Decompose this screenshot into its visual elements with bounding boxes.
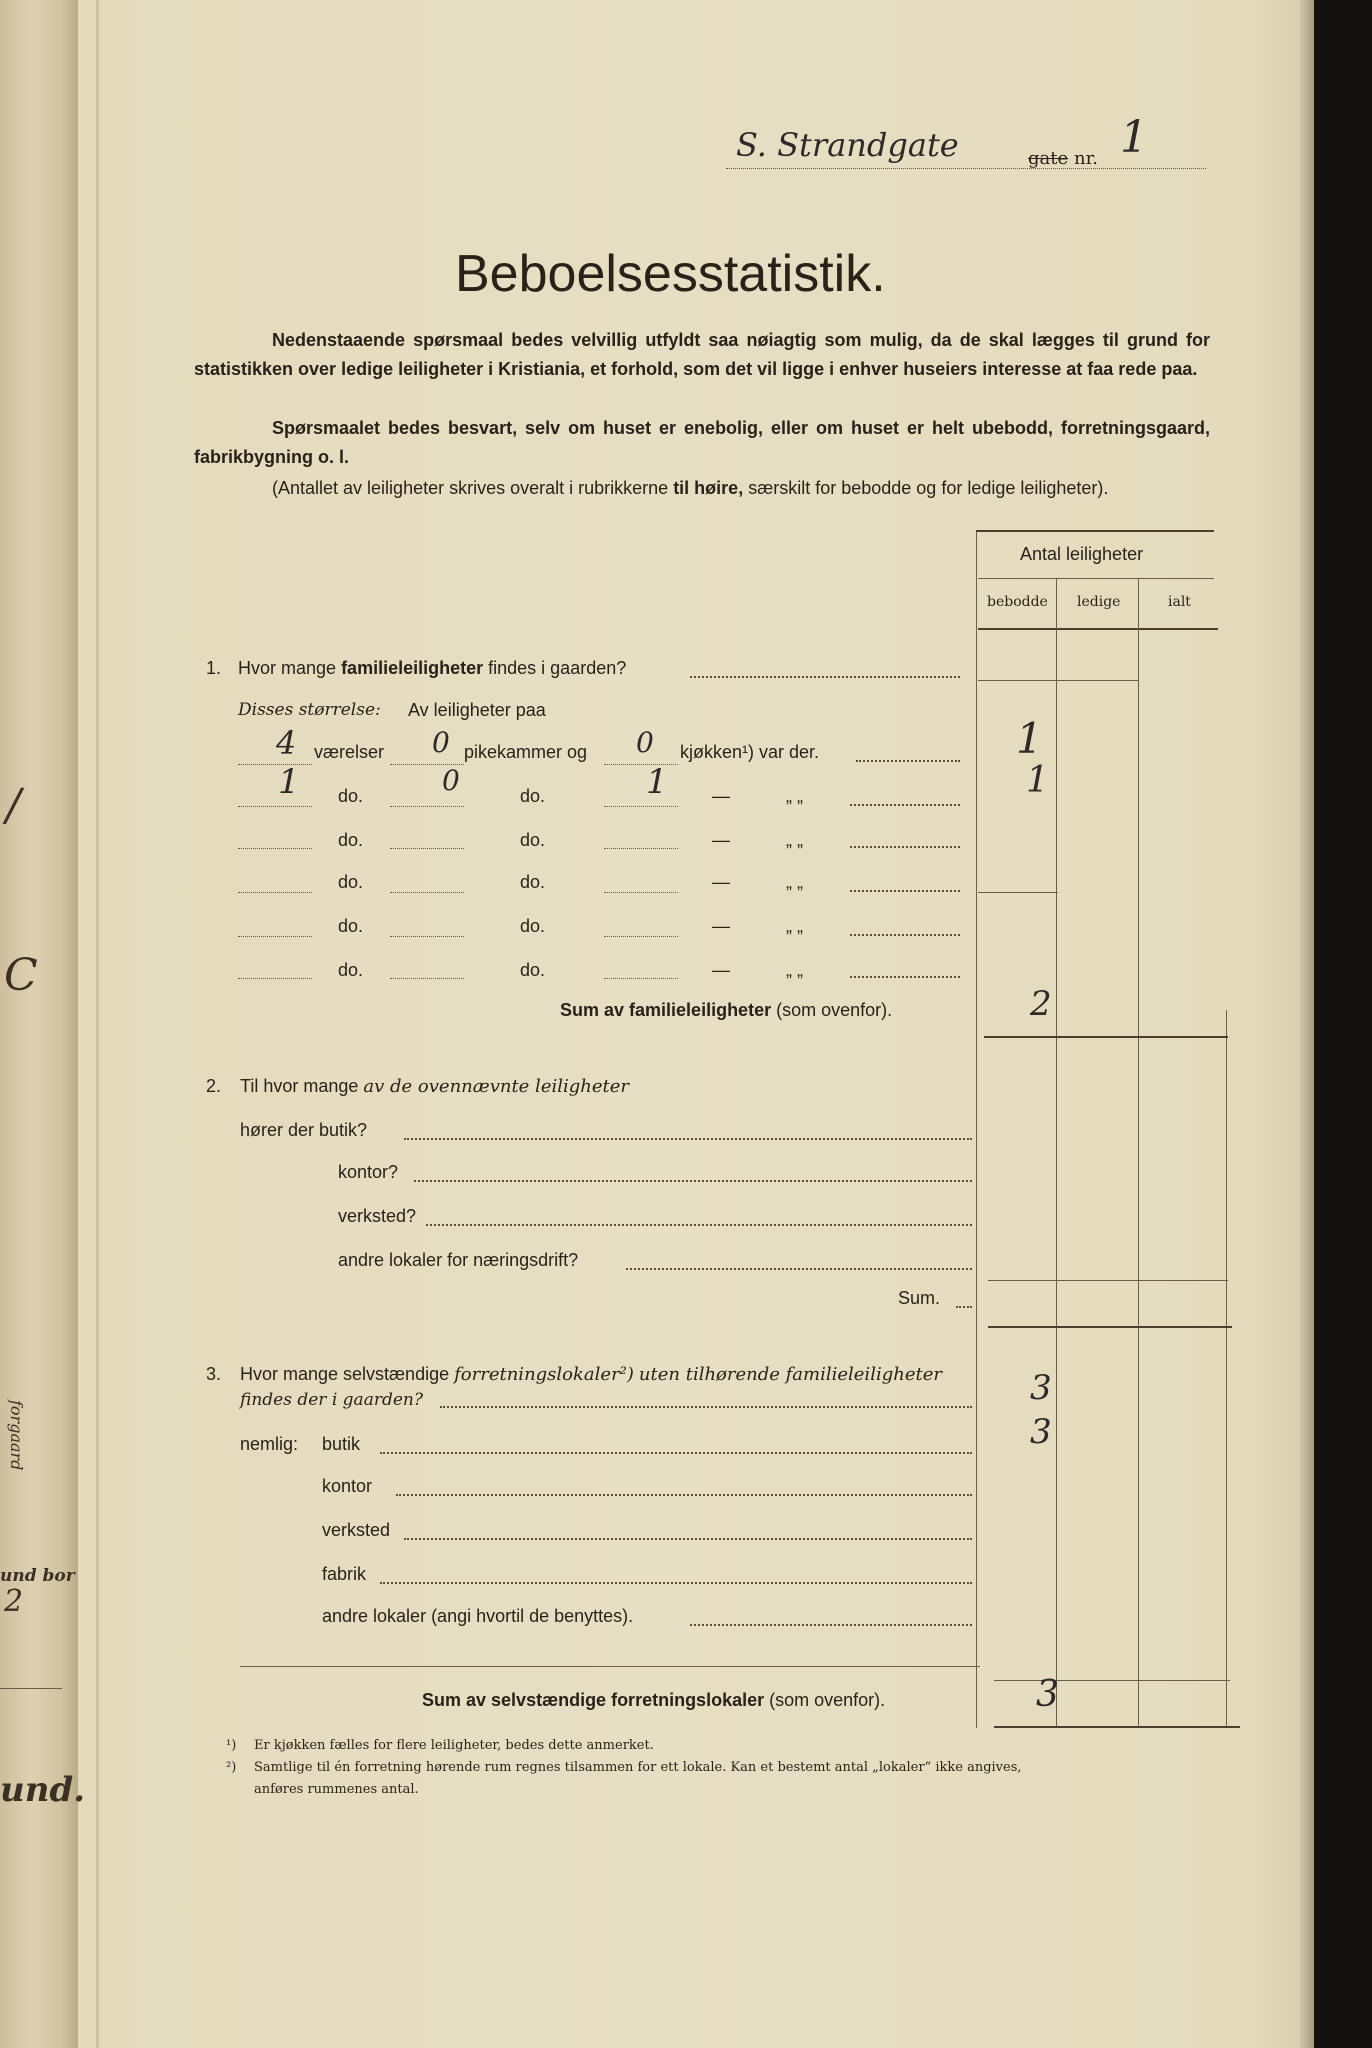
q2-andre-dots xyxy=(626,1268,972,1270)
q1-row2-kjokken-value: 1 xyxy=(646,762,668,802)
q1-sum-bold: Sum av familieleiligheter xyxy=(560,1000,772,1020)
q1-row5-p-line xyxy=(390,936,464,937)
q1-row1-dots xyxy=(856,760,960,762)
q1-text-a: Hvor mange xyxy=(238,658,337,678)
q2-sum-dots xyxy=(956,1306,972,1308)
footnote-2a: Samtlige til én forretning hørende rum regnes tilsammen for ett lokale. Kan et bestemt antal „lokaler“ ikke angives, xyxy=(254,1760,1022,1775)
binding-fold-line xyxy=(96,0,99,2048)
table-top-rule xyxy=(976,530,1214,532)
q1-row3-do-2: do. xyxy=(520,830,546,850)
q1-row2-dots xyxy=(850,804,960,806)
q1-sum-label xyxy=(560,1000,892,1021)
street-nr-label: nr. xyxy=(1074,148,1098,169)
q1-row3-do-1: do. xyxy=(338,830,364,850)
q1-row2-bebodde: 1 xyxy=(1026,760,1049,801)
q1-row2-v-line xyxy=(238,806,312,807)
q3-kontor: kontor xyxy=(322,1476,373,1496)
intro-p3-text-a: (Antallet av leiligheter skrives overalt i rubrikkerne xyxy=(272,478,669,498)
q3-kontor-dots xyxy=(396,1494,972,1496)
q2-text-a: Til hvor mange xyxy=(240,1076,359,1096)
q2-question xyxy=(240,1076,629,1097)
q1-row1-kjokken-value: 0 xyxy=(636,726,654,759)
q1-row4-p-line xyxy=(390,892,464,893)
q2-number: 2. xyxy=(206,1076,222,1096)
footnote-1-mark: ¹) xyxy=(226,1738,237,1753)
q1-row5-dash: — xyxy=(712,916,730,936)
table-vline-1 xyxy=(1056,578,1057,1728)
table-title: Antal leiligheter xyxy=(1020,544,1144,564)
q3-line2: findes der i gaarden? xyxy=(240,1390,423,1410)
intro-p3-bold: til høire, xyxy=(673,478,744,498)
q2-butik-dots xyxy=(404,1138,972,1140)
table-sum2-top xyxy=(988,1280,1228,1281)
q2-text-italic: av de ovennævnte leiligheter xyxy=(363,1076,629,1097)
street-nr-value: 1 xyxy=(1120,112,1148,163)
q1-row4-quote: „ „ xyxy=(786,872,803,892)
q3-total-dots xyxy=(440,1406,972,1408)
margin-und-bor: und bor xyxy=(0,1566,75,1586)
q1-number: 1. xyxy=(206,658,222,678)
page-edge xyxy=(1300,0,1314,2048)
table-sum2-rule xyxy=(988,1326,1232,1328)
q1-row4-do-2: do. xyxy=(520,872,546,892)
q1-row4-dash: — xyxy=(712,872,730,892)
intro-paragraph-3 xyxy=(194,474,1210,502)
q1-leader-dots xyxy=(690,676,960,678)
q3-sum-bold: Sum av selvstændige forretningslokaler xyxy=(422,1690,765,1710)
q1-row6-p-line xyxy=(390,978,464,979)
q1-row3-dash: — xyxy=(712,830,730,850)
table-sum3-rule xyxy=(994,1726,1240,1728)
q1-row2-vaerelser-value: 1 xyxy=(278,762,300,802)
q3-fabrik: fabrik xyxy=(322,1564,367,1584)
q3-sum-bebodde: 3 xyxy=(1036,1674,1059,1715)
intro-paragraph-2: Spørsmaalet bedes besvart, selv om huset er enebolig, eller om huset er helt ubebodd, forretningsgaard, fabrikbygning o. l. xyxy=(194,418,1210,467)
table-sum3-top xyxy=(994,1680,1230,1681)
q1-row5-do-1: do. xyxy=(338,916,364,936)
q1-sizes-text: Av leiligheter paa xyxy=(408,700,546,720)
margin-und: und. xyxy=(0,1770,86,1810)
table-vline-left xyxy=(976,532,977,1728)
q1-sizes-label: Disses størrelse: xyxy=(238,700,381,720)
q3-butik-dots xyxy=(380,1452,972,1454)
margin-forgaard: forgaard xyxy=(7,1400,26,1471)
q1-row5-v-line xyxy=(238,936,312,937)
q1-text-b: findes i gaarden? xyxy=(488,658,627,678)
q1-row2-dash: — xyxy=(712,786,730,806)
q1-row4-dots xyxy=(850,890,960,892)
q1-row2-k-line xyxy=(604,806,678,807)
q1-row6-dash: — xyxy=(712,960,730,980)
q2-verksted-dots xyxy=(426,1224,972,1226)
table-sum1-rule xyxy=(984,1036,1228,1038)
col-ledige: ledige xyxy=(1077,594,1121,610)
q1-row3-p-line xyxy=(390,848,464,849)
q2-butik: hører der butik? xyxy=(240,1120,368,1140)
q1-sum-bebodde: 2 xyxy=(1030,984,1052,1024)
q3-number: 3. xyxy=(206,1364,222,1384)
intro-paragraph-1: Nedenstaaende spørsmaal bedes velvillig utfyldt saa nøiagtig som mulig, da de skal lægges til grund for statistikken over ledige leiligheter i Kristiania, et forhold, som det vil ligge i enhver huseiers interesse at faa rede paa. xyxy=(194,330,1210,379)
table-header-rule xyxy=(978,628,1218,630)
q1-row4-v-line xyxy=(238,892,312,893)
q1-row2-quote: „ „ xyxy=(786,786,803,806)
q2-kontor-dots xyxy=(414,1180,972,1182)
q1-text-bold: familieleiligheter xyxy=(341,658,484,678)
q1-row6-do-1: do. xyxy=(338,960,364,980)
q3-text-a: Hvor mange selvstændige xyxy=(240,1364,450,1384)
table-vline-right xyxy=(1226,1010,1227,1728)
q1-row6-quote: „ „ xyxy=(786,960,803,980)
q1-row1-bebodde: 1 xyxy=(1016,714,1043,763)
street-struck-label: gate xyxy=(1028,148,1069,169)
q1-vaerelser-label: værelser xyxy=(314,742,385,762)
margin-rule xyxy=(0,1688,62,1689)
street-name: S. Strandgate xyxy=(736,126,959,164)
q3-verksted: verksted xyxy=(322,1520,391,1540)
page-title: Beboelsesstatistik. xyxy=(455,245,886,303)
footnote-2-mark: ²) xyxy=(226,1760,237,1775)
q3-fabrik-dots xyxy=(380,1582,972,1584)
q1-question xyxy=(238,658,626,679)
q1-row6-k-line xyxy=(604,978,678,979)
q1-row6-v-line xyxy=(238,978,312,979)
binding-strip xyxy=(0,0,78,2048)
table-vline-2 xyxy=(1138,578,1139,1728)
q1-row4-do-1: do. xyxy=(338,872,364,892)
q3-total-bebodde: 3 xyxy=(1030,1368,1052,1408)
q3-question xyxy=(240,1364,942,1385)
q3-text-italic-2: uten tilhørende familieleiligheter xyxy=(638,1364,942,1385)
margin-mark-2: C xyxy=(4,950,38,1001)
table-row-rule xyxy=(978,680,1138,681)
footnote-2b: anføres rummenes antal. xyxy=(254,1782,419,1797)
q1-row5-quote: „ „ xyxy=(786,916,803,936)
q2-sum: Sum. xyxy=(898,1288,941,1308)
q1-row2-do-1: do. xyxy=(338,786,364,806)
q1-row1-v-line xyxy=(238,764,312,765)
margin-mark-1: / xyxy=(6,780,21,831)
intro-p3-text-b: særskilt for bebodde og for ledige leiligheter). xyxy=(748,478,1109,498)
street-underline xyxy=(726,168,1206,169)
q1-row2-pikekammer-value: 0 xyxy=(442,764,460,797)
q3-sum-label xyxy=(422,1690,885,1711)
table-title-rule xyxy=(978,578,1214,579)
margin-und-bor-value: 2 xyxy=(4,1584,24,1619)
q1-sum-rest: (som ovenfor). xyxy=(776,1000,893,1020)
col-bebodde: bebodde xyxy=(987,594,1048,610)
q3-text-italic-1: forretningslokaler²) xyxy=(454,1364,634,1385)
q3-verksted-dots xyxy=(404,1538,972,1540)
q1-row5-do-2: do. xyxy=(520,916,546,936)
q2-kontor: kontor? xyxy=(338,1162,399,1182)
q1-row1-vaerelser-value: 4 xyxy=(276,724,297,762)
q1-row6-do-2: do. xyxy=(520,960,546,980)
q1-row6-dots xyxy=(850,976,960,978)
table-row-rule xyxy=(978,892,1058,893)
q1-row4-k-line xyxy=(604,892,678,893)
q3-butik-bebodde: 3 xyxy=(1030,1412,1052,1452)
q1-row3-quote: „ „ xyxy=(786,830,803,850)
q3-andre-dots xyxy=(690,1624,972,1626)
q2-andre: andre lokaler for næringsdrift? xyxy=(338,1250,579,1270)
q3-sum-rest: (som ovenfor). xyxy=(769,1690,886,1710)
q1-row3-v-line xyxy=(238,848,312,849)
q3-nemlig: nemlig: xyxy=(240,1434,299,1454)
q3-andre: andre lokaler (angi hvortil de benyttes). xyxy=(322,1606,634,1626)
q1-pikekammer-label: pikekammer og xyxy=(464,742,588,762)
q1-row3-dots xyxy=(850,846,960,848)
q1-row5-dots xyxy=(850,934,960,936)
q1-row1-pikekammer-value: 0 xyxy=(432,726,450,759)
q1-kjokken-label: kjøkken¹) var der. xyxy=(680,742,820,762)
q2-verksted: verksted? xyxy=(338,1206,417,1226)
q1-row5-k-line xyxy=(604,936,678,937)
q3-butik: butik xyxy=(322,1434,361,1454)
q1-row3-k-line xyxy=(604,848,678,849)
q3-sum-separator xyxy=(240,1666,980,1667)
col-ialt: ialt xyxy=(1168,594,1191,610)
q1-row2-p-line xyxy=(390,806,464,807)
footnote-1: Er kjøkken fælles for flere leiligheter, bedes dette anmerket. xyxy=(254,1738,654,1753)
q1-row2-do-2: do. xyxy=(520,786,546,806)
